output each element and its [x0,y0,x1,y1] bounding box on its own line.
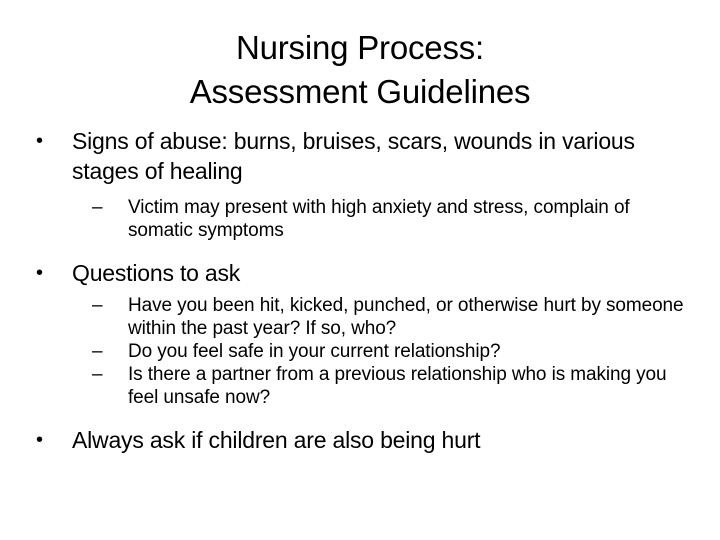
bullet-questions-to-ask [36,258,686,288]
sub-bullet-hurt-question [92,294,686,340]
sub-bullet-marker: – [92,295,103,316]
bullet-text: Always ask if children are also being hurt [72,427,481,453]
sub-bullet-marker: – [92,341,103,362]
bullet-marker: • [36,130,43,152]
sub-bullet-previous-partner-question [92,363,686,409]
sub-bullet-text: Victim may present with high anxiety and stress, complain of somatic symptoms [128,197,630,241]
title-line-1: Nursing Process: [235,29,485,66]
bullet-signs-of-abuse [36,126,686,186]
bullet-children-safety [36,425,686,455]
sub-bullet-marker: – [92,197,103,218]
bullet-marker: • [36,262,43,284]
title-line-2: Assessment Guidelines [189,73,531,110]
bullet-text: Questions to ask [72,260,241,286]
bullet-marker: • [36,429,43,451]
sub-bullet-safety-question [92,340,686,363]
slide-title [40,26,680,114]
sub-bullet-victim-presentation [92,196,686,242]
slide-body [36,126,686,455]
sub-bullet-text: Do you feel safe in your current relationship? [128,341,501,362]
sub-bullet-text: Have you been hit, kicked, punched, or otherwise hurt by someone within the past year? If so, who? [128,295,684,339]
bullet-text: Signs of abuse: burns, bruises, scars, wounds in various stages of healing [72,128,635,184]
sub-bullet-text: Is there a partner from a previous relationship who is making you feel unsafe now? [128,364,667,408]
sub-bullet-marker: – [92,364,103,385]
